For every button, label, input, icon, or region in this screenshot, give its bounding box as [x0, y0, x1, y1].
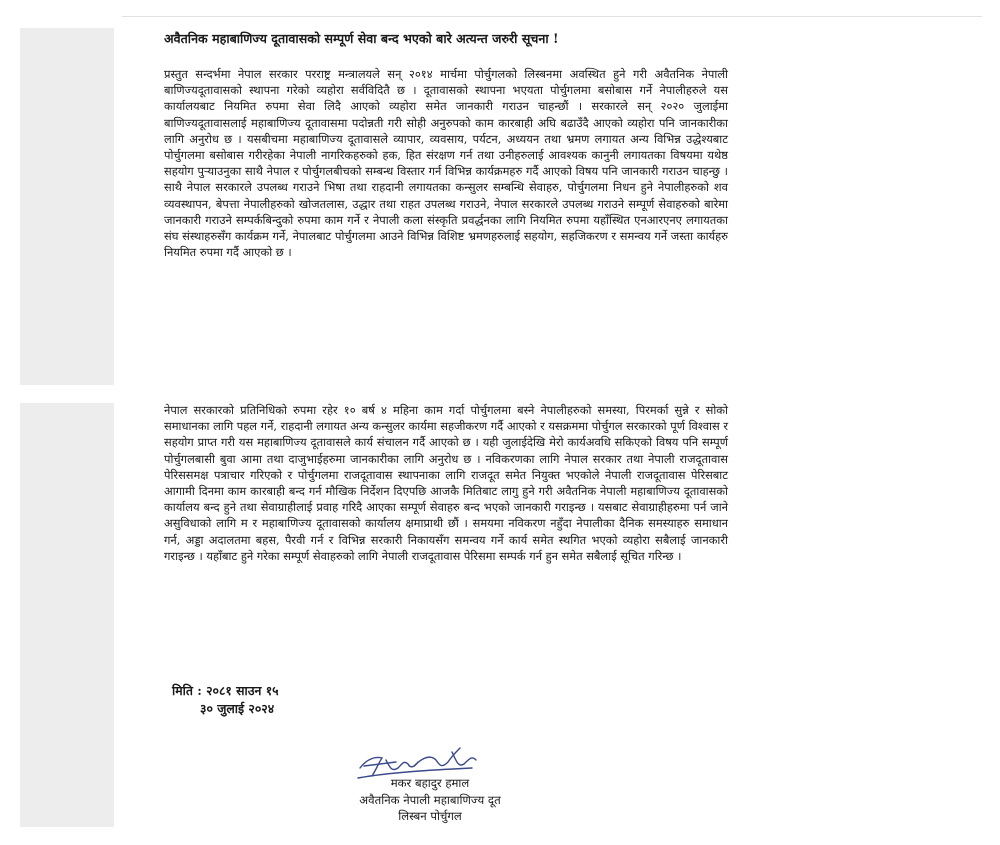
- left-margin-panel-bottom: [20, 403, 114, 827]
- signatory-location: लिस्बन पोर्चुगल: [398, 809, 462, 823]
- notice-heading: अवैतनिक महाबाणिज्य दूतावासको सम्पूर्ण सेवा बन्द भएको बारे अत्यन्त जरुरी सूचना !: [164, 31, 559, 46]
- signatory-block: [310, 775, 550, 825]
- notice-paragraph-1: प्रस्तुत सन्दर्भमा नेपाल सरकार परराष्ट्र मन्त्रालयले सन् २०१४ मार्चमा पोर्चुगलको लिस्बनमा अवस्थित हुने गरी अवैतनिक नेपाली बाणिज्यदूतावासको स्थापना गरेको व्यहोरा सर्वविदितै छ । दूतावासको स्थापना भएयता पोर्चुगलमा बसोबास गर्ने नेपालीहरुले यस कार्यालयबाट नियमित रुपमा सेवा लिदै आएको व्यहोरा समेत जानकारी गराउन चाहन्छौं । सरकारले सन् २०२० जुलाईमा बाणिज्यदूतावासलाई महाबाणिज्य दूतावासमा पदोन्नती गरी सोही अनुरुपको काम कारबाही अघि बढाउँदै आएको व्यहोरा पनि जानकारीका लागि अनुरोध छ । यसबीचमा महाबाणिज्य दूतावासले व्यापार, व्यवसाय, पर्यटन, अध्ययन तथा भ्रमण लगायत अन्य विभिन्न उद्धेश्यबाट पोर्चुगलमा बसोबास गरीरहेका नेपाली नागरिकहरुको हक, हित संरक्षण गर्न तथा उनीहरुलाई आवश्यक कानुनी लगायतका विषयमा यथेष्ठ सहयोग पुऱ्याउनुका साथै नेपाल र पोर्चुगलबीचको सम्बन्ध विस्तार गर्न विभिन्न कार्यक्रमहरु गर्दै आएको विषय पनि जानकारी गराउन चाहन्छु । साथै नेपाल सरकारले उपलब्ध गराउने भिषा तथा राहदानी लगायतका कन्सुलर सम्बन्धि सेवाहरु, पोर्चुगलमा निधन हुने नेपालीहरुको शव व्यवस्थापन, बेपत्ता नेपालीहरुको खोजतलास, उद्धार तथा राहत उपलब्ध गराउने, नेपाल सरकारले उपलब्ध गराउने सम्पूर्ण सेवाहरुको बारेमा जानकारी गराउने सम्पर्कबिन्दुको रुपमा काम गर्ने र नेपाली कला संस्कृति प्रवर्द्धनका लागि नियमित रुपमा यहाँस्थित एनआरएनए लगायतका संघ संस्थाहरुसँग कार्यक्रम गर्ने, नेपालबाट पोर्चुगलमा आउने विभिन्न विशिष्ट भ्रमणहरुलाई सहयोग, सहजिकरण र समन्वय गर्ने जस्ता कार्यहरु नियमित रुपमा गर्दै आएको छ ।: [164, 67, 728, 260]
- signatory-title: अवैतनिक नेपाली महाबाणिज्य दूत: [359, 792, 501, 807]
- date-nepali: मिति : २०८१ साउन १५: [172, 683, 279, 698]
- notice-date: [172, 682, 279, 718]
- top-divider: [122, 16, 982, 17]
- date-gregorian: ३० जुलाई २०२४: [200, 701, 275, 716]
- signatory-name: मकर बहादुर हमाल: [390, 776, 470, 790]
- notice-paragraph-2: नेपाल सरकारको प्रतिनिधिको रुपमा रहेर १० बर्ष ४ महिना काम गर्दा पोर्चुगलमा बस्ने नेपालीहरुको समस्या, पिरमर्का सुन्ने र सोको समाधानका लागि पहल गर्ने, राहदानी लगायत अन्य कन्सुलर कार्यमा सहजीकरण गर्दै आएको र यसक्रममा पोर्चुगल सरकारको पूर्ण विश्वास र सहयोग प्राप्त गरी यस महाबाणिज्य दूतावासले कार्य संचालन गर्दै आएको छ । यही जुलाईदेखि मेरो कार्यअवधि सकिएको विषय पनि सम्पूर्ण पोर्चुगलबासी बुवा आमा तथा दाजुभाईहरुमा जानकारीका लागि अनुरोध छ । नविकरणका लागि नेपाल सरकार तथा नेपाली राजदूतावास पेरिससमक्ष पत्राचार गरिएको र पोर्चुगलमा राजदूतावास स्थापनाका लागि राजदूत समेत नियुक्त भएकोले नेपाली राजदूतावास पेरिसबाट आगामी दिनमा काम कारबाही बन्द गर्न मौखिक निर्देशन दिएपछि आजकै मितिबाट लागु हुने गरी अवैतनिक नेपाली महाबाणिज्य दूतावासको कार्यालय बन्द हुने तथा सेवाग्राहीलाई प्रवाह गरिदै आएका सम्पूर्ण सेवाहरु बन्द भएको जानकारी गराइन्छ । यसबाट सेवाग्राहीहरुमा पर्न जाने असुविधाको लागि म र महाबाणिज्य दूतावासको कार्यालय क्षमाप्राथी छौं । समयमा नविकरण नहुँदा नेपालीका दैनिक समस्याहरु समाधान गर्न, अड्डा अदालतमा बहस, पैरवी गर्न र विभिन्न सरकारी निकायसँग समन्वय गर्ने कार्य समेत स्थगित भएको व्यहोरा सबैलाई जानकारी गराइन्छ । यहाँबाट हुने गरेका सम्पूर्ण सेवाहरुको लागि नेपाली राजदूतावास पेरिसमा सम्पर्क गर्न हुन समेत सबैलाई सूचित गरिन्छ ।: [164, 403, 728, 563]
- left-margin-panel-top: [20, 28, 114, 385]
